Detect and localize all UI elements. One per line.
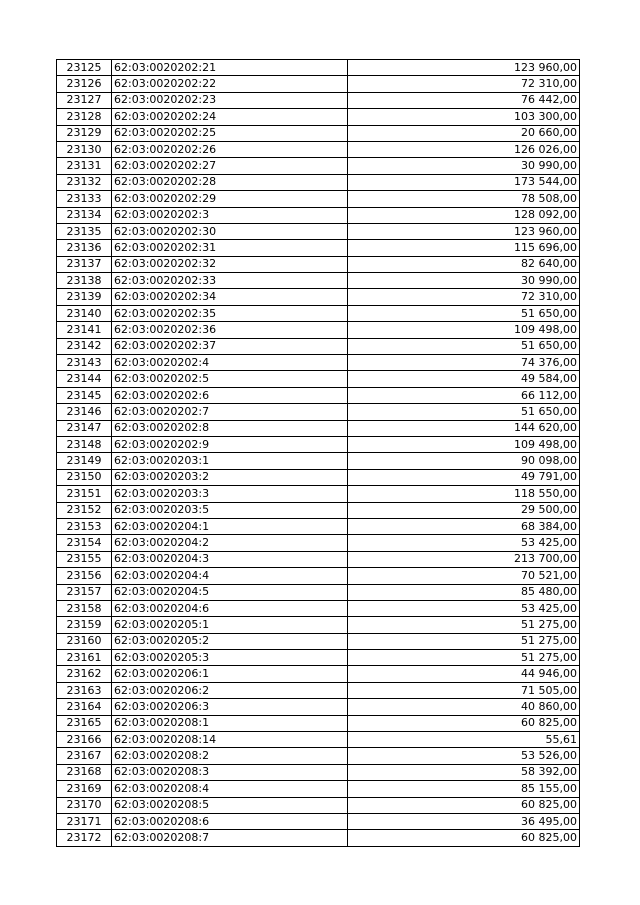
table-row	[57, 223, 580, 239]
row-number-cell: 23165	[57, 715, 112, 731]
row-number-cell: 23136	[57, 240, 112, 256]
cadastral-number-cell: 62:03:0020202:21	[112, 60, 348, 76]
row-number-cell: 23137	[57, 256, 112, 272]
table-row	[57, 109, 580, 125]
value-cell: 78 508,00	[348, 191, 580, 207]
table-row	[57, 715, 580, 731]
cadastral-number-cell: 62:03:0020203:3	[112, 486, 348, 502]
row-number-cell: 23142	[57, 338, 112, 354]
row-number-cell: 23151	[57, 486, 112, 502]
table-row	[57, 92, 580, 108]
value-cell: 123 960,00	[348, 223, 580, 239]
table-row	[57, 535, 580, 551]
table-row	[57, 617, 580, 633]
value-cell: 30 990,00	[348, 158, 580, 174]
cadastral-number-cell: 62:03:0020203:5	[112, 502, 348, 518]
table-row	[57, 174, 580, 190]
row-number-cell: 23169	[57, 781, 112, 797]
cadastral-number-cell: 62:03:0020202:22	[112, 76, 348, 92]
cadastral-number-cell: 62:03:0020202:5	[112, 371, 348, 387]
row-number-cell: 23167	[57, 748, 112, 764]
row-number-cell: 23131	[57, 158, 112, 174]
value-cell: 173 544,00	[348, 174, 580, 190]
value-cell: 123 960,00	[348, 60, 580, 76]
cadastral-number-cell: 62:03:0020202:25	[112, 125, 348, 141]
row-number-cell: 23126	[57, 76, 112, 92]
cadastral-number-cell: 62:03:0020202:24	[112, 109, 348, 125]
table-row	[57, 453, 580, 469]
table-row	[57, 650, 580, 666]
table-row	[57, 338, 580, 354]
value-cell: 51 275,00	[348, 650, 580, 666]
row-number-cell: 23164	[57, 699, 112, 715]
cadastral-number-cell: 62:03:0020205:2	[112, 633, 348, 649]
row-number-cell: 23170	[57, 797, 112, 813]
value-cell: 51 650,00	[348, 305, 580, 321]
value-cell: 55,61	[348, 732, 580, 748]
row-number-cell: 23152	[57, 502, 112, 518]
row-number-cell: 23154	[57, 535, 112, 551]
cadastral-number-cell: 62:03:0020204:3	[112, 551, 348, 567]
value-cell: 49 791,00	[348, 469, 580, 485]
row-number-cell: 23149	[57, 453, 112, 469]
table-body	[57, 60, 580, 847]
row-number-cell: 23155	[57, 551, 112, 567]
cadastral-number-cell: 62:03:0020202:7	[112, 404, 348, 420]
cadastral-number-cell: 62:03:0020202:30	[112, 223, 348, 239]
cadastral-number-cell: 62:03:0020202:31	[112, 240, 348, 256]
row-number-cell: 23163	[57, 682, 112, 698]
cadastral-number-cell: 62:03:0020208:7	[112, 830, 348, 846]
cadastral-number-cell: 62:03:0020202:8	[112, 420, 348, 436]
row-number-cell: 23134	[57, 207, 112, 223]
row-number-cell: 23162	[57, 666, 112, 682]
row-number-cell: 23148	[57, 436, 112, 452]
table-row	[57, 305, 580, 321]
cadastral-number-cell: 62:03:0020204:6	[112, 600, 348, 616]
table-row	[57, 699, 580, 715]
row-number-cell: 23140	[57, 305, 112, 321]
row-number-cell: 23138	[57, 273, 112, 289]
value-cell: 60 825,00	[348, 715, 580, 731]
table-row	[57, 404, 580, 420]
cadastral-number-cell: 62:03:0020206:3	[112, 699, 348, 715]
table-row	[57, 797, 580, 813]
row-number-cell: 23172	[57, 830, 112, 846]
value-cell: 109 498,00	[348, 322, 580, 338]
table-row	[57, 633, 580, 649]
table-row	[57, 518, 580, 534]
row-number-cell: 23166	[57, 732, 112, 748]
value-cell: 60 825,00	[348, 830, 580, 846]
cadastral-number-cell: 62:03:0020208:6	[112, 813, 348, 829]
cadastral-number-cell: 62:03:0020202:3	[112, 207, 348, 223]
table-row	[57, 781, 580, 797]
value-cell: 90 098,00	[348, 453, 580, 469]
value-cell: 53 425,00	[348, 600, 580, 616]
value-cell: 85 155,00	[348, 781, 580, 797]
cadastral-number-cell: 62:03:0020204:5	[112, 584, 348, 600]
row-number-cell: 23158	[57, 600, 112, 616]
table-row	[57, 502, 580, 518]
table-row	[57, 486, 580, 502]
row-number-cell: 23125	[57, 60, 112, 76]
value-cell: 71 505,00	[348, 682, 580, 698]
row-number-cell: 23127	[57, 92, 112, 108]
value-cell: 82 640,00	[348, 256, 580, 272]
value-cell: 51 650,00	[348, 338, 580, 354]
cadastral-number-cell: 62:03:0020202:9	[112, 436, 348, 452]
value-cell: 44 946,00	[348, 666, 580, 682]
value-cell: 30 990,00	[348, 273, 580, 289]
table-row	[57, 568, 580, 584]
value-cell: 51 275,00	[348, 633, 580, 649]
cadastral-number-cell: 62:03:0020208:14	[112, 732, 348, 748]
value-cell: 29 500,00	[348, 502, 580, 518]
table-row	[57, 273, 580, 289]
value-cell: 115 696,00	[348, 240, 580, 256]
value-cell: 68 384,00	[348, 518, 580, 534]
row-number-cell: 23132	[57, 174, 112, 190]
value-cell: 36 495,00	[348, 813, 580, 829]
cadastral-number-cell: 62:03:0020202:23	[112, 92, 348, 108]
value-cell: 20 660,00	[348, 125, 580, 141]
row-number-cell: 23171	[57, 813, 112, 829]
cadastral-number-cell: 62:03:0020208:1	[112, 715, 348, 731]
row-number-cell: 23161	[57, 650, 112, 666]
table-row	[57, 371, 580, 387]
cadastral-number-cell: 62:03:0020202:26	[112, 141, 348, 157]
table-row	[57, 256, 580, 272]
row-number-cell: 23144	[57, 371, 112, 387]
cadastral-number-cell: 62:03:0020203:2	[112, 469, 348, 485]
table-row	[57, 76, 580, 92]
table-row	[57, 207, 580, 223]
cadastral-number-cell: 62:03:0020204:2	[112, 535, 348, 551]
value-cell: 66 112,00	[348, 387, 580, 403]
value-cell: 74 376,00	[348, 355, 580, 371]
row-number-cell: 23147	[57, 420, 112, 436]
cadastral-number-cell: 62:03:0020202:34	[112, 289, 348, 305]
value-cell: 144 620,00	[348, 420, 580, 436]
value-cell: 51 275,00	[348, 617, 580, 633]
row-number-cell: 23139	[57, 289, 112, 305]
cadastral-number-cell: 62:03:0020202:4	[112, 355, 348, 371]
value-cell: 40 860,00	[348, 699, 580, 715]
row-number-cell: 23168	[57, 764, 112, 780]
value-cell: 103 300,00	[348, 109, 580, 125]
cadastral-number-cell: 62:03:0020208:5	[112, 797, 348, 813]
table-row	[57, 551, 580, 567]
table-row	[57, 600, 580, 616]
cadastral-number-cell: 62:03:0020202:33	[112, 273, 348, 289]
value-cell: 109 498,00	[348, 436, 580, 452]
table-row	[57, 830, 580, 846]
value-cell: 85 480,00	[348, 584, 580, 600]
table-row	[57, 584, 580, 600]
cadastral-number-cell: 62:03:0020203:1	[112, 453, 348, 469]
value-cell: 126 026,00	[348, 141, 580, 157]
row-number-cell: 23159	[57, 617, 112, 633]
table-row	[57, 60, 580, 76]
row-number-cell: 23145	[57, 387, 112, 403]
value-cell: 53 425,00	[348, 535, 580, 551]
table-row	[57, 141, 580, 157]
row-number-cell: 23157	[57, 584, 112, 600]
value-cell: 118 550,00	[348, 486, 580, 502]
table-row	[57, 748, 580, 764]
value-cell: 60 825,00	[348, 797, 580, 813]
value-cell: 49 584,00	[348, 371, 580, 387]
table-row	[57, 240, 580, 256]
value-cell: 58 392,00	[348, 764, 580, 780]
table-row	[57, 420, 580, 436]
table-row	[57, 682, 580, 698]
row-number-cell: 23150	[57, 469, 112, 485]
cadastral-number-cell: 62:03:0020206:1	[112, 666, 348, 682]
cadastral-number-cell: 62:03:0020208:2	[112, 748, 348, 764]
table-row	[57, 436, 580, 452]
row-number-cell: 23153	[57, 518, 112, 534]
table-row	[57, 322, 580, 338]
table-row	[57, 387, 580, 403]
value-cell: 76 442,00	[348, 92, 580, 108]
cadastral-number-cell: 62:03:0020204:1	[112, 518, 348, 534]
cadastral-number-cell: 62:03:0020205:1	[112, 617, 348, 633]
value-cell: 213 700,00	[348, 551, 580, 567]
cadastral-number-cell: 62:03:0020208:4	[112, 781, 348, 797]
cadastral-value-table	[56, 59, 580, 847]
value-cell: 72 310,00	[348, 76, 580, 92]
cadastral-number-cell: 62:03:0020202:6	[112, 387, 348, 403]
row-number-cell: 23143	[57, 355, 112, 371]
row-number-cell: 23141	[57, 322, 112, 338]
row-number-cell: 23130	[57, 141, 112, 157]
row-number-cell: 23160	[57, 633, 112, 649]
value-cell: 128 092,00	[348, 207, 580, 223]
row-number-cell: 23129	[57, 125, 112, 141]
table-row	[57, 732, 580, 748]
row-number-cell: 23128	[57, 109, 112, 125]
cadastral-number-cell: 62:03:0020202:27	[112, 158, 348, 174]
cadastral-number-cell: 62:03:0020202:35	[112, 305, 348, 321]
row-number-cell: 23135	[57, 223, 112, 239]
row-number-cell: 23156	[57, 568, 112, 584]
cadastral-number-cell: 62:03:0020202:32	[112, 256, 348, 272]
cadastral-number-cell: 62:03:0020205:3	[112, 650, 348, 666]
table-row	[57, 158, 580, 174]
cadastral-number-cell: 62:03:0020204:4	[112, 568, 348, 584]
cadastral-number-cell: 62:03:0020206:2	[112, 682, 348, 698]
value-cell: 70 521,00	[348, 568, 580, 584]
table-row	[57, 191, 580, 207]
cadastral-number-cell: 62:03:0020202:28	[112, 174, 348, 190]
table-row	[57, 469, 580, 485]
cadastral-number-cell: 62:03:0020208:3	[112, 764, 348, 780]
row-number-cell: 23133	[57, 191, 112, 207]
cadastral-number-cell: 62:03:0020202:29	[112, 191, 348, 207]
value-cell: 51 650,00	[348, 404, 580, 420]
cadastral-number-cell: 62:03:0020202:37	[112, 338, 348, 354]
value-cell: 53 526,00	[348, 748, 580, 764]
cadastral-number-cell: 62:03:0020202:36	[112, 322, 348, 338]
table-row	[57, 125, 580, 141]
table-row	[57, 355, 580, 371]
value-cell: 72 310,00	[348, 289, 580, 305]
table-row	[57, 666, 580, 682]
table-row	[57, 813, 580, 829]
row-number-cell: 23146	[57, 404, 112, 420]
table-row	[57, 764, 580, 780]
table-row	[57, 289, 580, 305]
